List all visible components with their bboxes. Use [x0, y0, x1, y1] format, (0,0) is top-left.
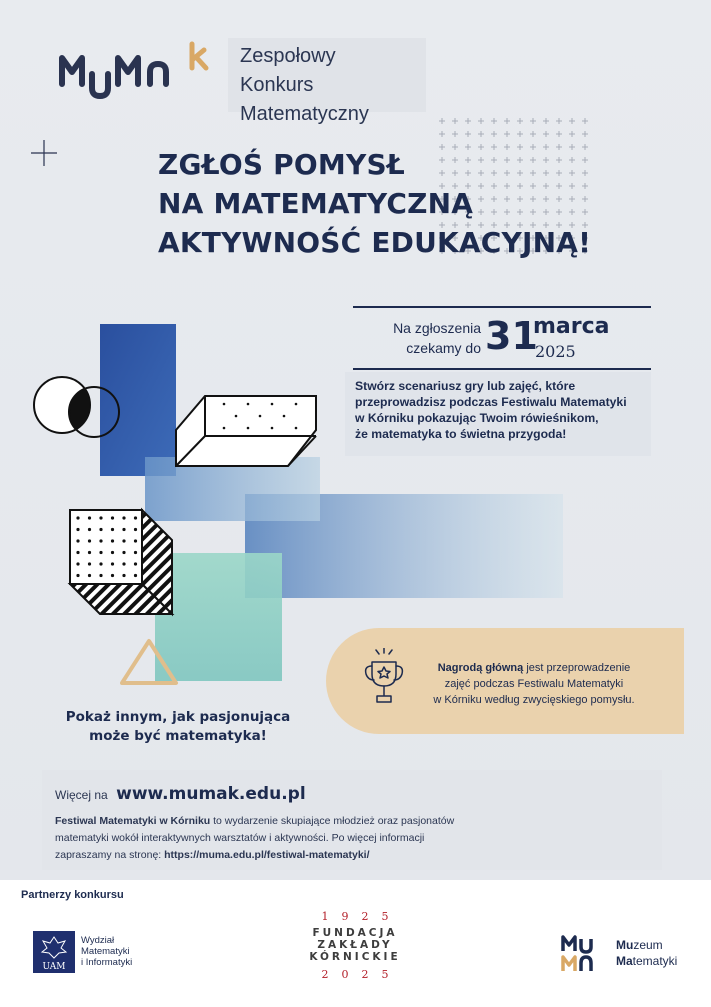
cube-dot: [134, 528, 137, 531]
cube-dot: [122, 516, 125, 519]
cube-dot: [99, 539, 102, 542]
fundacja-year-top: 1925: [321, 910, 402, 923]
cube-dot: [111, 516, 114, 519]
description-line2: przeprowadzisz podczas Festiwalu Matematyki: [355, 395, 627, 409]
tagline-line2: może być matematyka!: [89, 728, 267, 744]
muzeum-partner-logo: [560, 933, 700, 973]
cube-dot: [122, 562, 125, 565]
uam-line2: Matematyki: [81, 946, 130, 957]
muzeum-tematyki: tematyki: [632, 954, 678, 968]
headline-line2: NA MATEMATYCZNĄ: [158, 187, 474, 220]
cube-dot: [88, 551, 91, 554]
deadline-month: marca: [533, 314, 610, 339]
fundacja-line3: KÓRNICKIE: [309, 951, 401, 963]
more-info-line: [55, 784, 306, 804]
cube-dot: [122, 539, 125, 542]
muzeum-line1: [616, 937, 677, 953]
deadline-label-line1: Na zgłoszenia: [393, 320, 481, 336]
festival-line3: [55, 847, 495, 864]
headline-line3: AKTYWNOŚĆ EDUKACYJNĄ!: [158, 226, 592, 259]
cube-dot: [88, 574, 91, 577]
cube-dot: [88, 528, 91, 531]
deadline-label-line2: czekamy do: [406, 340, 481, 356]
uam-logo-text: UAM: [42, 962, 66, 972]
cube-dot: [111, 528, 114, 531]
muzeum-name: [616, 937, 677, 969]
cube-dot: [76, 516, 79, 519]
cube-dot: [99, 562, 102, 565]
prize-text: [424, 660, 644, 708]
uam-partner-logo: [33, 931, 153, 973]
cube-dot: [111, 574, 114, 577]
prism-shape: [176, 396, 316, 466]
cube-dot: [134, 551, 137, 554]
prize-bold: Nagrodą główną: [437, 662, 524, 674]
muzeum-zeum: zeum: [633, 938, 663, 952]
uam-emblem: [33, 931, 75, 973]
contest-name-line2: Matematyczny: [240, 103, 369, 125]
cube-dot: [76, 551, 79, 554]
cube-dot: [134, 574, 137, 577]
cube-dot: [122, 551, 125, 554]
partners-title: Partnerzy konkursu: [21, 889, 124, 901]
teal-square: [155, 553, 282, 681]
muzeum-logo-icon: [560, 933, 610, 973]
prize-line2: zajęć podczas Festiwalu Matematyki: [444, 678, 624, 690]
cube-dot: [122, 528, 125, 531]
cube-dot: [99, 574, 102, 577]
uam-eagle-icon: [33, 931, 75, 973]
cube-dot: [99, 516, 102, 519]
uam-name: [81, 935, 132, 968]
prize-line3: w Kórniku według zwycięskiego pomysłu.: [433, 694, 635, 706]
cube-dot: [134, 516, 137, 519]
festival-description: [55, 813, 495, 864]
trophy-icon: [362, 648, 406, 712]
cube-dot: [76, 562, 79, 565]
festival-line1: [55, 813, 495, 830]
cube-dot: [76, 574, 79, 577]
cube-dot: [99, 551, 102, 554]
deadline-day: 31: [485, 314, 538, 358]
festival-line3-prefix: zapraszamy na stronę:: [55, 849, 165, 861]
fundacja-line2: ZAKŁADY: [317, 939, 393, 951]
cube-dot: [111, 551, 114, 554]
prize-line1-rest: jest przeprowadzenie: [523, 662, 631, 674]
cube-dot: [88, 562, 91, 565]
cube-dot: [122, 574, 125, 577]
festival-line2: matematyki wokół interaktywnych warsztatów i aktywności. Po więcej informacji: [55, 832, 425, 844]
festival-bold: Festiwal Matematyki w Kórniku: [55, 815, 211, 827]
website-link[interactable]: www.mumak.edu.pl: [116, 784, 306, 804]
headline-line1: ZGŁOŚ POMYSŁ: [158, 148, 405, 181]
cube-dot: [99, 528, 102, 531]
uam-line3: i Informatyki: [81, 957, 133, 968]
muzeum-mu: Mu: [616, 938, 634, 952]
cube-dot: [111, 562, 114, 565]
contest-name-line1: Zespołowy Konkurs: [240, 45, 336, 96]
cube-dot: [88, 539, 91, 542]
fundacja-line1: FUNDACJA: [312, 927, 398, 939]
cube-dot: [111, 539, 114, 542]
cube-dot: [76, 539, 79, 542]
prize-line1: [424, 660, 644, 676]
muzeum-line2: [616, 953, 677, 969]
cube-dot: [88, 516, 91, 519]
festival-line1-rest: to wydarzenie skupiające młodzież oraz pasjonatów: [210, 815, 455, 827]
deadline-year: 2025: [535, 342, 576, 361]
cube-dot: [134, 539, 137, 542]
description-line4: że matematyka to świetna przygoda!: [355, 427, 567, 441]
description-line3: w Kórniku pokazując Twoim rówieśnikom,: [355, 411, 599, 425]
more-info-label: Więcej na: [55, 788, 108, 802]
uam-line1: Wydział: [81, 935, 115, 946]
fundacja-partner-logo: [290, 910, 420, 1002]
cube-dot: [76, 528, 79, 531]
festival-link[interactable]: https://muma.edu.pl/festiwal-matematyki/: [164, 849, 370, 861]
muzeum-ma: Ma: [616, 954, 633, 968]
cube-front: [70, 510, 142, 584]
cube-dot: [134, 562, 137, 565]
tagline: [58, 708, 298, 746]
description-line1: Stwórz scenariusz gry lub zajęć, które: [355, 379, 576, 393]
fundacja-year-bottom: 2025: [321, 968, 402, 981]
blue-rectangle: [100, 324, 176, 476]
tagline-line1: Pokaż innym, jak pasjonująca: [65, 709, 291, 725]
